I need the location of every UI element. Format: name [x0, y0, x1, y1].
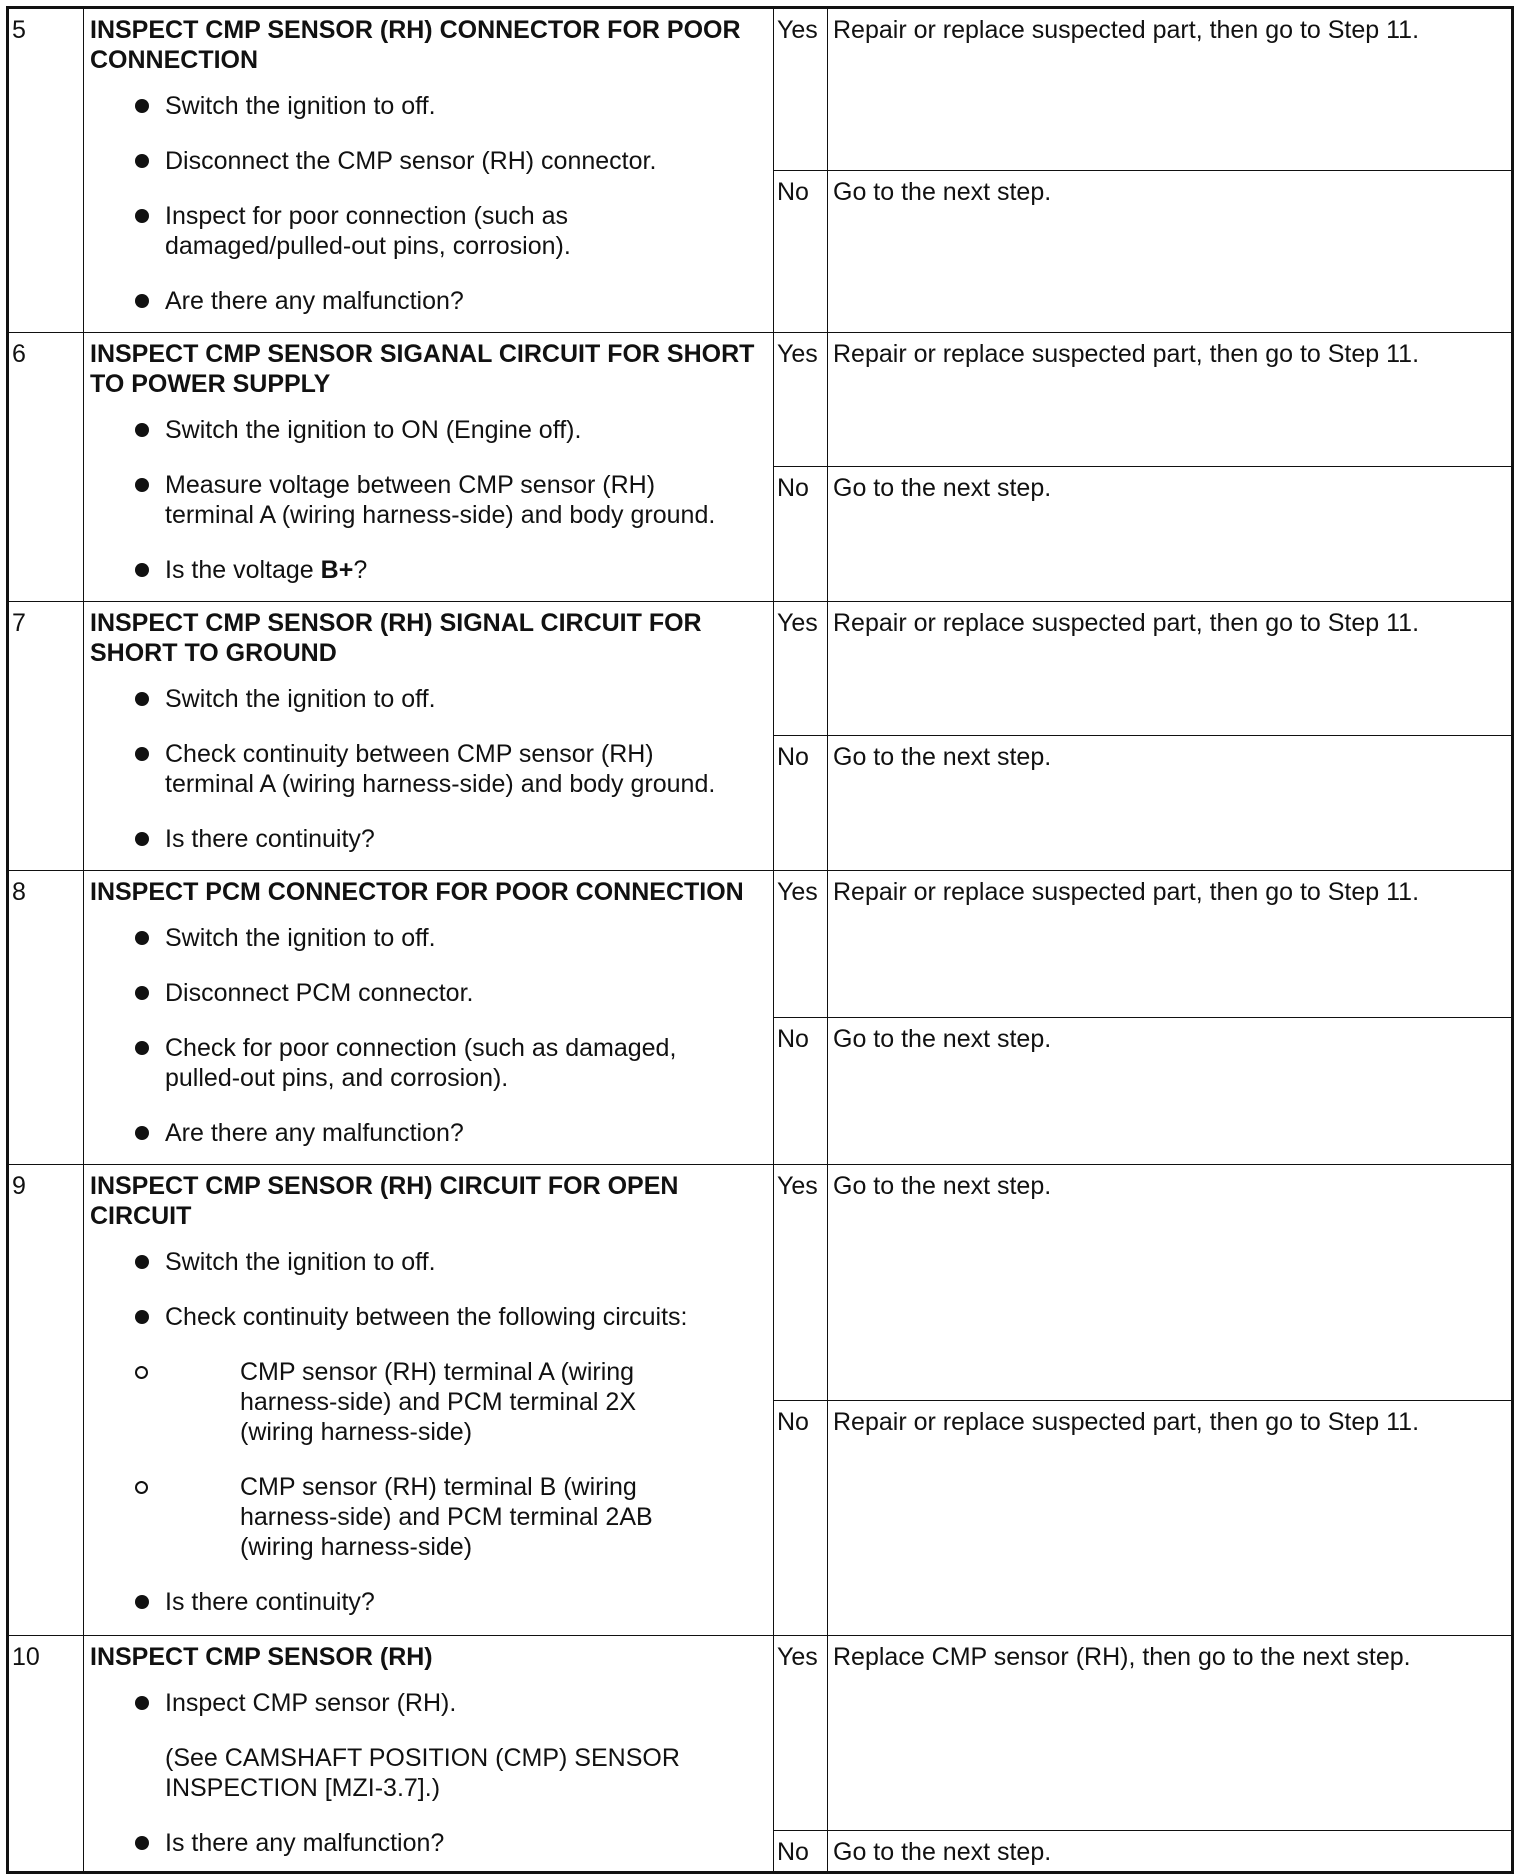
bullet-item: [90, 739, 767, 799]
step-title: INSPECT CMP SENSOR SIGANAL CIRCUIT FOR SHORT TO POWER SUPPLY: [90, 340, 755, 398]
no-label: No: [774, 171, 828, 333]
step-action-cell: [84, 8, 774, 333]
step-row-8: [8, 871, 1513, 1018]
step-number: 7: [8, 602, 84, 871]
step-action-cell: [84, 1636, 774, 1873]
question-prefix: Is the voltage: [165, 556, 321, 584]
step-number: 10: [8, 1636, 84, 1873]
bullet-item: Switch the ignition to off.: [90, 91, 767, 121]
step-title: INSPECT CMP SENSOR (RH) CONNECTOR FOR POOR CONNECTION: [90, 16, 741, 74]
bullet-text: Inspect CMP sensor (RH).: [165, 1689, 457, 1717]
step-row-7: [8, 602, 1513, 736]
bullet-list: [90, 684, 767, 854]
no-result: Go to the next step.: [828, 1018, 1513, 1165]
step-number: 6: [8, 333, 84, 602]
step-title: INSPECT CMP SENSOR (RH): [90, 1643, 433, 1671]
bullet-text: Check continuity between the following circuits:: [165, 1303, 688, 1331]
bullet-item: [90, 1033, 767, 1093]
bullet-item: Is there continuity?: [90, 824, 767, 854]
bullet-item: [90, 555, 767, 585]
bullet-item: Disconnect the CMP sensor (RH) connector.: [90, 146, 767, 176]
no-label: No: [774, 467, 828, 602]
step-action-cell: [84, 333, 774, 602]
step-row-10: [8, 1636, 1513, 1831]
yes-result: Repair or replace suspected part, then go to Step 11.: [828, 871, 1513, 1018]
bullet-item: [90, 470, 767, 530]
yes-label: Yes: [774, 602, 828, 736]
step-row-5: [8, 8, 1513, 171]
bullet-text: Inspect for poor connection (such as damaged/pulled-out pins, corrosion).: [165, 202, 571, 260]
step-row-9: [8, 1165, 1513, 1401]
note-text: (See CAMSHAFT POSITION (CMP) SENSOR INSPECTION [MZI-3.7].): [165, 1744, 680, 1802]
sub-bullet-item: [90, 1472, 767, 1562]
bullet-item: Is there continuity?: [90, 1587, 767, 1617]
no-result: Go to the next step.: [828, 736, 1513, 871]
sub-bullet-item: [90, 1357, 767, 1447]
yes-label: Yes: [774, 333, 828, 467]
no-result: Repair or replace suspected part, then go to Step 11.: [828, 1401, 1513, 1636]
no-label: No: [774, 1018, 828, 1165]
step-title: INSPECT PCM CONNECTOR FOR POOR CONNECTION: [90, 878, 744, 906]
yes-result: Replace CMP sensor (RH), then go to the next step.: [828, 1636, 1513, 1831]
bullet-item: Is there any malfunction?: [90, 1828, 767, 1858]
bullet-item: [90, 1302, 767, 1562]
bullet-list: [90, 91, 767, 316]
step-row-6: [8, 333, 1513, 467]
yes-label: Yes: [774, 871, 828, 1018]
bullet-item: Switch the ignition to off.: [90, 923, 767, 953]
bullet-item: Switch the ignition to off.: [90, 1247, 767, 1277]
voltage-value: B+: [320, 556, 354, 584]
step-action-cell: [84, 871, 774, 1165]
no-label: No: [774, 1831, 828, 1873]
no-result: Go to the next step.: [828, 171, 1513, 333]
yes-label: Yes: [774, 1636, 828, 1831]
step-action-cell: [84, 1165, 774, 1636]
bullet-text: Check continuity between CMP sensor (RH) terminal A (wiring harness-side) and body ground.: [165, 740, 716, 798]
bullet-item: [90, 201, 767, 261]
bullet-item: Disconnect PCM connector.: [90, 978, 767, 1008]
bullet-item: Switch the ignition to ON (Engine off).: [90, 415, 767, 445]
question-suffix: ?: [353, 556, 368, 584]
yes-result: Repair or replace suspected part, then go to Step 11.: [828, 333, 1513, 467]
bullet-text: Measure voltage between CMP sensor (RH) terminal A (wiring harness-side) and body ground.: [165, 471, 716, 529]
bullet-item: Are there any malfunction?: [90, 1118, 767, 1148]
sub-bullet-text: CMP sensor (RH) terminal A (wiring harness-side) and PCM terminal 2X (wiring harness-side): [240, 1358, 636, 1446]
no-label: No: [774, 1401, 828, 1636]
yes-result: Repair or replace suspected part, then go to Step 11.: [828, 8, 1513, 171]
bullet-list: [90, 923, 767, 1148]
yes-result: Go to the next step.: [828, 1165, 1513, 1401]
step-number: 5: [8, 8, 84, 333]
step-number: 8: [8, 871, 84, 1165]
reference-note: [165, 1743, 767, 1803]
yes-label: Yes: [774, 1165, 828, 1401]
bullet-list: [90, 1688, 767, 1858]
bullet-item: Switch the ignition to off.: [90, 684, 767, 714]
step-title: INSPECT CMP SENSOR (RH) CIRCUIT FOR OPEN CIRCUIT: [90, 1172, 679, 1230]
no-label: No: [774, 736, 828, 871]
yes-label: Yes: [774, 8, 828, 171]
bullet-list: [90, 415, 767, 585]
bullet-text: Check for poor connection (such as damaged, pulled-out pins, and corrosion).: [165, 1034, 677, 1092]
bullet-item: Are there any malfunction?: [90, 286, 767, 316]
step-title: INSPECT CMP SENSOR (RH) SIGNAL CIRCUIT FOR SHORT TO GROUND: [90, 609, 702, 667]
bullet-item: [90, 1688, 767, 1803]
no-result: Go to the next step.: [828, 1831, 1513, 1873]
step-action-cell: [84, 602, 774, 871]
sub-bullet-text: CMP sensor (RH) terminal B (wiring harness-side) and PCM terminal 2AB (wiring harness-side): [240, 1473, 653, 1561]
yes-result: Repair or replace suspected part, then go to Step 11.: [828, 602, 1513, 736]
bullet-list: [90, 1247, 767, 1617]
step-number: 9: [8, 1165, 84, 1636]
diagnostic-procedure-table: [6, 6, 1514, 1874]
sub-bullet-list: [90, 1357, 767, 1562]
no-result: Go to the next step.: [828, 467, 1513, 602]
